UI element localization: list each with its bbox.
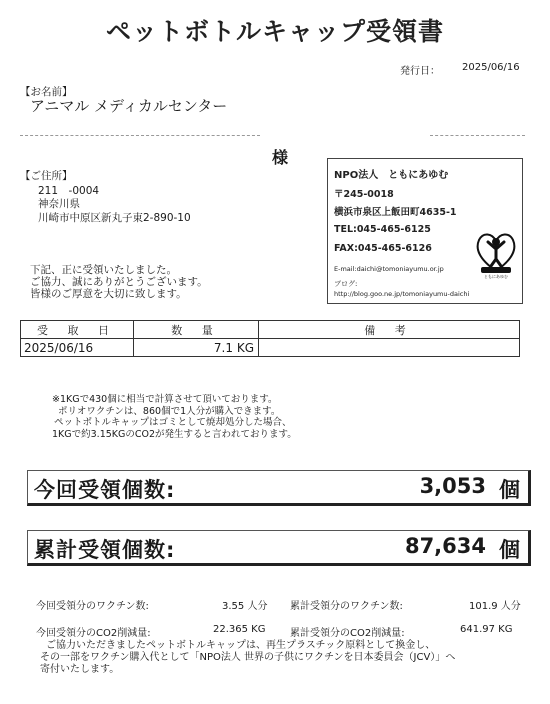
total-vaccine-value: 101.9 人分 bbox=[469, 601, 521, 612]
note-line-4: 1KGで約3.15KGのCO2が発生すると言われております。 bbox=[52, 428, 297, 440]
footer-note bbox=[40, 640, 455, 676]
total-co2-value: 641.97 KG bbox=[460, 624, 513, 635]
footer-line-2: その一部をワクチン購入代として「NPO法人 世界の子供にワクチンを日本委員会（JCV）」へ bbox=[40, 652, 456, 663]
name-label: 【お名前】 bbox=[20, 86, 73, 98]
cell-date: 2025/06/16 bbox=[21, 339, 134, 357]
issue-date: 2025/06/16 bbox=[462, 62, 520, 73]
recipient-name: アニマル メディカルセンター bbox=[30, 97, 228, 115]
current-count-label: 今回受領個数: bbox=[34, 478, 176, 502]
cell-remarks bbox=[259, 339, 520, 357]
current-co2-value: 22.365 KG bbox=[213, 624, 266, 635]
table-header-row bbox=[21, 321, 520, 339]
name-underline-right bbox=[430, 135, 525, 136]
logo-caption: ともにあゆむ bbox=[484, 274, 508, 279]
total-co2-label: 累計受領分のCO2削減量: bbox=[290, 628, 405, 639]
note-line-3: ペットボトルキャップはゴミとして焼却処分した場合、 bbox=[54, 417, 292, 428]
current-vaccine-label: 今回受領分のワクチン数: bbox=[36, 601, 149, 612]
organization-logo-icon bbox=[473, 229, 519, 279]
address-label: 【ご住所】 bbox=[20, 170, 73, 182]
org-fax: FAX:045-465-6126 bbox=[334, 243, 432, 254]
cell-quantity: 7.1 KG bbox=[134, 339, 259, 357]
table-row bbox=[21, 339, 520, 357]
cumulative-count-unit: 個 bbox=[499, 538, 520, 562]
org-email: E-mail:daichi@tomoniayumu.or.jp bbox=[334, 265, 444, 273]
header-remarks: 備 考 bbox=[259, 321, 520, 339]
org-tel: TEL:045-465-6125 bbox=[334, 224, 431, 235]
cumulative-count-value: 87,634 bbox=[404, 534, 486, 558]
honorific: 様 bbox=[272, 148, 289, 167]
current-count-value: 3,053 bbox=[419, 474, 486, 498]
current-count-unit: 個 bbox=[499, 478, 520, 502]
footer-line-1: ご協力いただきましたペットボトルキャップは、再生プラスチック原料として換金し、 bbox=[46, 640, 436, 651]
postal-code: 211 -0004 bbox=[38, 185, 100, 197]
street-address: 川崎市中原区新丸子東2-890-10 bbox=[38, 212, 191, 224]
name-underline bbox=[20, 135, 260, 136]
prefecture: 神奈川県 bbox=[38, 198, 80, 210]
header-quantity: 数 量 bbox=[134, 321, 259, 339]
document-title: ペットボトルキャップ受領書 bbox=[105, 17, 444, 46]
current-vaccine-value: 3.55 人分 bbox=[222, 601, 268, 612]
current-count-box bbox=[27, 470, 531, 506]
thanks-line-3: 皆様のご厚意を大切に致します。 bbox=[30, 288, 187, 300]
org-address: 横浜市泉区上飯田町4635-1 bbox=[334, 207, 457, 218]
footer-line-3: 寄付いたします。 bbox=[40, 664, 120, 675]
org-blog-url: http://blog.goo.ne.jp/tomoniayumu-daichi bbox=[334, 290, 470, 298]
cumulative-count-label: 累計受領個数: bbox=[34, 538, 176, 562]
current-co2-label: 今回受領分のCO2削減量: bbox=[36, 628, 151, 639]
notes bbox=[52, 394, 297, 440]
note-line-1: ※1KGで430個に相当で計算させて頂いております。 bbox=[52, 394, 278, 405]
thanks-line-2: ご協力、誠にありがとうございます。 bbox=[30, 276, 208, 288]
org-blog-label: ブログ: bbox=[334, 280, 358, 288]
header-date: 受 取 日 bbox=[21, 321, 134, 339]
note-line-2: ポリオワクチンは、860個で1人分が購入できます。 bbox=[58, 405, 281, 417]
org-postal: 〒245-0018 bbox=[334, 189, 394, 200]
total-vaccine-label: 累計受領分のワクチン数: bbox=[290, 601, 403, 612]
org-name: NPO法人 ともにあゆむ bbox=[334, 170, 449, 181]
issue-date-label: 発行日： bbox=[400, 66, 440, 77]
thanks-line-1: 下記、正に受領いたしました。 bbox=[30, 264, 177, 276]
organization-box bbox=[327, 158, 523, 304]
cumulative-count-box bbox=[27, 530, 531, 566]
receipt-table bbox=[20, 320, 520, 357]
